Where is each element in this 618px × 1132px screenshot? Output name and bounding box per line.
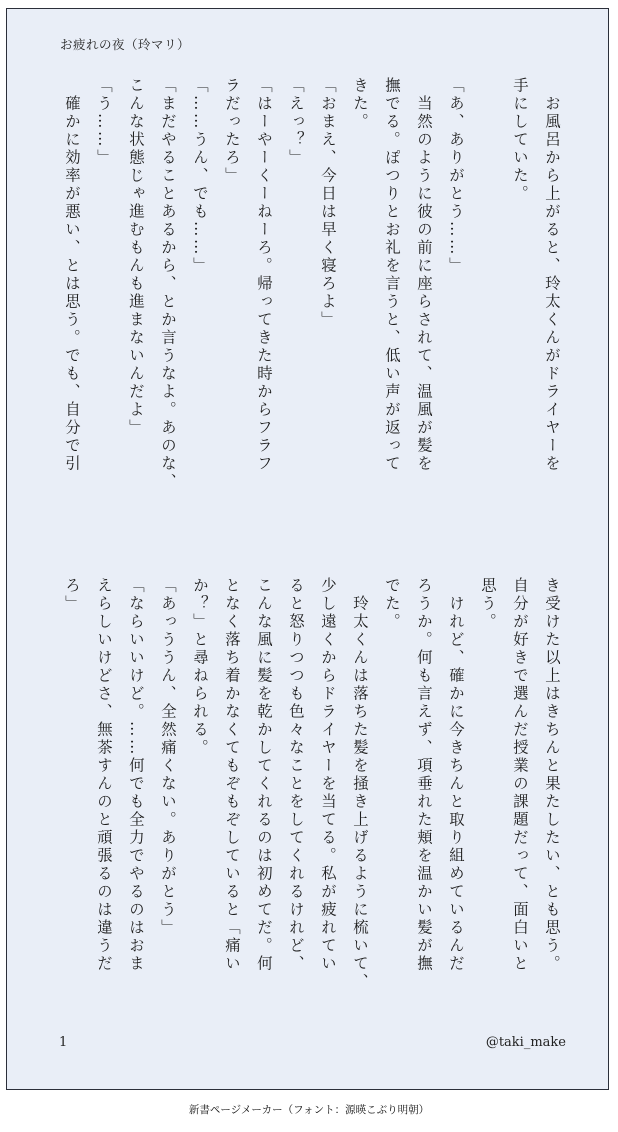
text-line: 思う。 <box>479 577 497 631</box>
text-line: ろうか。何も言えず、項垂れた頬を温かい髪が撫 <box>415 577 433 973</box>
text-line: 「ならいいけど。……何でも全力でやるのはおま <box>127 577 145 973</box>
text-line: 「あ、ありがとう……」 <box>447 77 465 275</box>
text-line: 「おまえ、今日は早く寝ろよ」 <box>319 77 337 329</box>
text-line: お風呂から上がると、玲太くんがドライヤーを <box>543 77 561 473</box>
text-line: か？」と尋ねられる。 <box>191 577 209 757</box>
text-line: 玲太くんは落ちた髪を掻き上げるように梳いて、 <box>351 577 369 991</box>
novel-page <box>6 8 609 1090</box>
text-line: ろ」 <box>63 577 81 613</box>
text-line: 「あっううん、全然痛くない。ありがとう」 <box>159 577 177 937</box>
text-line: こんな状態じゃ進むもんも進まないんだよ」 <box>127 77 145 437</box>
text-line: ラだったろ」 <box>223 77 241 185</box>
author-handle: @taki_make <box>485 1035 566 1050</box>
footer-credit: 新書ページメーカー（フォント：源暎こぶり明朝） <box>188 1104 430 1116</box>
text-line: 確かに効率が悪い、とは思う。でも、自分で引 <box>63 77 81 473</box>
text-line: えらしいけどさ、無茶すんのと頑張るのは違うだ <box>95 577 113 973</box>
page-title: お疲れの夜（玲マリ） <box>60 37 191 52</box>
text-line: けれど、確かに今きちんと取り組めているんだ <box>447 577 465 973</box>
text-line: ると怒りつつも色々なことをしてくれるけれど、 <box>287 577 305 973</box>
text-line: 少し遠くからドライヤーを当てる。私が疲れてい <box>319 577 337 973</box>
text-line: 「はーやーくーねーろ。帰ってきた時からフラフ <box>255 77 273 473</box>
text-block-bottom <box>56 577 568 1011</box>
text-line: 手にしていた。 <box>511 77 529 203</box>
text-line: でた。 <box>383 577 401 631</box>
text-line: 「えっ？」 <box>287 77 305 167</box>
text-line: 当然のように彼の前に座らされて、温風が髪を <box>415 77 433 473</box>
text-line: 「……うん、でも……」 <box>191 77 209 275</box>
text-line: こんな風に髪を乾かしてくれるのは初めてだ。何 <box>255 577 273 973</box>
text-line: 自分が好きで選んだ授業の課題だって、面白いと <box>511 577 529 973</box>
text-block-top <box>56 77 568 547</box>
text-line: 「まだやることあるから、とか言うなよ。あのな、 <box>159 77 177 491</box>
text-line: 撫でる。ぽつりとお礼を言うと、低い声が返って <box>383 77 401 473</box>
text-line <box>472 77 504 547</box>
text-line: 「う……」 <box>95 77 113 167</box>
text-line: きた。 <box>351 77 369 131</box>
text-line: となく落ち着かなくてもぞもぞしていると「痛い <box>223 577 241 973</box>
page-number: 1 <box>59 1035 68 1050</box>
text-line: き受けた以上はきちんと果たしたい、とも思う。 <box>543 577 561 973</box>
